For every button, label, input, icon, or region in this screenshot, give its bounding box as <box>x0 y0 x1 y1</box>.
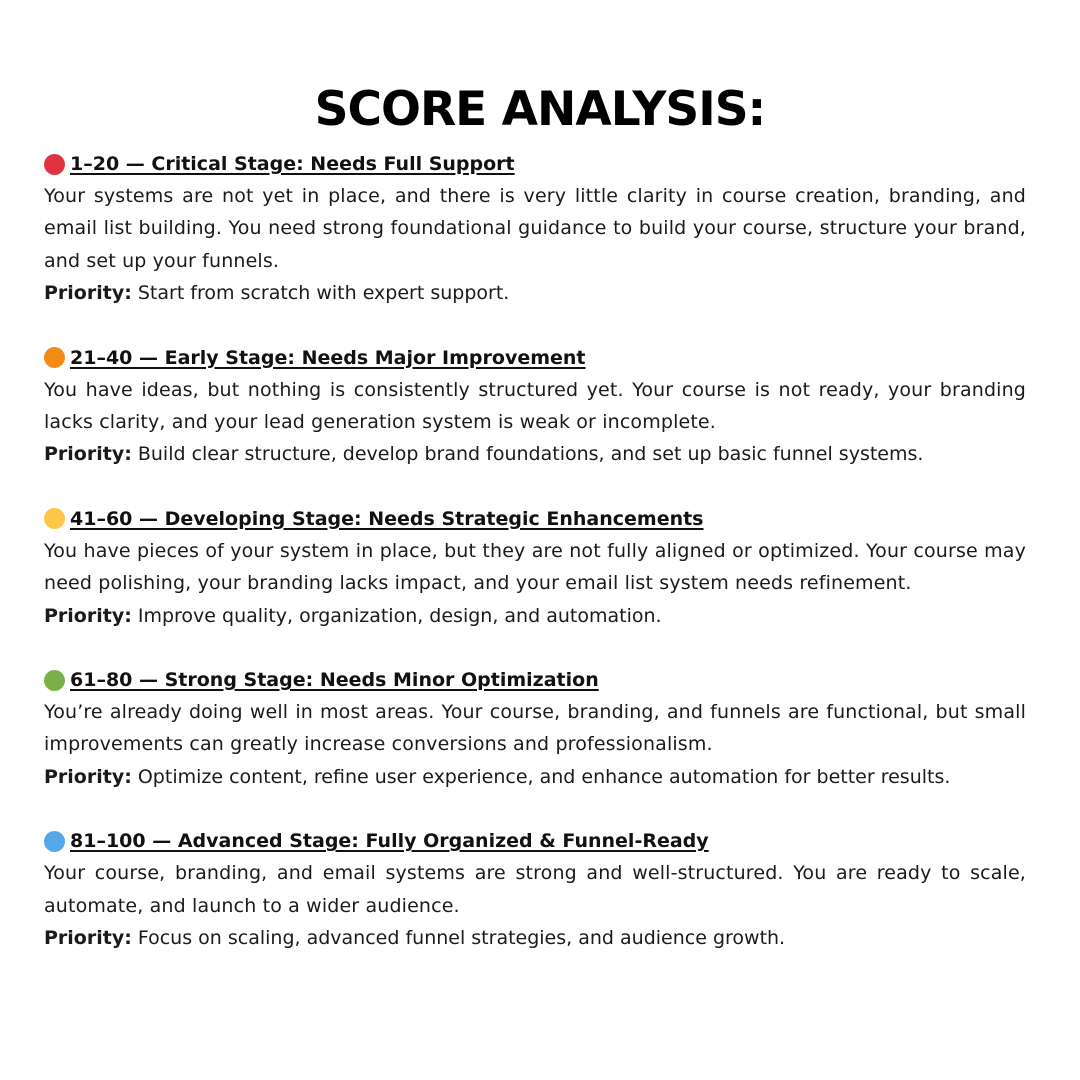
section-heading-text: 41–60 — Developing Stage: Needs Strategic Enhancements <box>70 507 704 530</box>
priority-label: Priority: <box>44 604 132 627</box>
priority-text: Improve quality, organization, design, and automation. <box>131 604 662 627</box>
section-heading-text: 61–80 — Strong Stage: Needs Minor Optimization <box>70 669 599 692</box>
section-heading <box>44 825 1026 857</box>
section-heading <box>44 342 1026 374</box>
section-heading <box>44 148 1026 180</box>
priority-text: Build clear structure, develop brand foundations, and set up basic funnel systems. <box>131 443 924 466</box>
section-priority <box>44 600 1026 632</box>
priority-label: Priority: <box>44 282 132 305</box>
priority-label: Priority: <box>44 927 132 950</box>
section-priority <box>44 761 1026 793</box>
priority-label: Priority: <box>44 765 132 788</box>
score-section-strong <box>44 664 1026 793</box>
section-description: You have ideas, but nothing is consistently structured yet. Your course is not ready, your branding lacks clarity, and your lead generation system is weak or incomplete. <box>44 378 1026 434</box>
score-section-developing <box>44 503 1026 632</box>
section-description: You’re already doing well in most areas. Your course, branding, and funnels are functional, but small improvements can greatly increase conversions and professionalism. <box>44 701 1026 756</box>
section-description: You have pieces of your system in place, but they are not fully aligned or optimized. Your course may need polishing, your branding lacks impact, and your email list system needs refinement. <box>44 539 1026 595</box>
page-title: SCORE ANALYSIS: <box>314 82 766 137</box>
score-analysis-content <box>44 148 1026 987</box>
score-section-early <box>44 342 1026 471</box>
section-priority <box>44 438 1026 470</box>
green-circle-icon <box>44 670 65 691</box>
section-heading-text: 81–100 — Advanced Stage: Fully Organized & Funnel-Ready <box>70 830 709 853</box>
section-description: Your systems are not yet in place, and there is very little clarity in course creation, branding, and email list building. You need strong foundational guidance to build your course, structure your brand, and set up your funnels. <box>44 185 1026 272</box>
score-section-critical <box>44 148 1026 310</box>
section-heading <box>44 503 1026 535</box>
score-section-advanced <box>44 825 1026 954</box>
section-priority <box>44 922 1026 954</box>
priority-text: Optimize content, refine user experience, and enhance automation for better results. <box>131 765 951 788</box>
section-heading-text: 1–20 — Critical Stage: Needs Full Support <box>70 153 515 175</box>
yellow-circle-icon <box>44 508 65 529</box>
priority-label: Priority: <box>44 443 132 466</box>
priority-text: Focus on scaling, advanced funnel strategies, and audience growth. <box>131 927 786 950</box>
section-priority <box>44 277 1026 309</box>
section-heading-text: 21–40 — Early Stage: Needs Major Improvement <box>70 346 586 369</box>
orange-circle-icon <box>44 347 65 368</box>
red-circle-icon <box>44 154 65 175</box>
blue-circle-icon <box>44 831 65 852</box>
section-description: Your course, branding, and email systems are strong and well-structured. You are ready to scale, automate, and launch to a wider audience. <box>44 862 1026 917</box>
priority-text: Start from scratch with expert support. <box>131 282 510 305</box>
section-heading <box>44 664 1026 696</box>
